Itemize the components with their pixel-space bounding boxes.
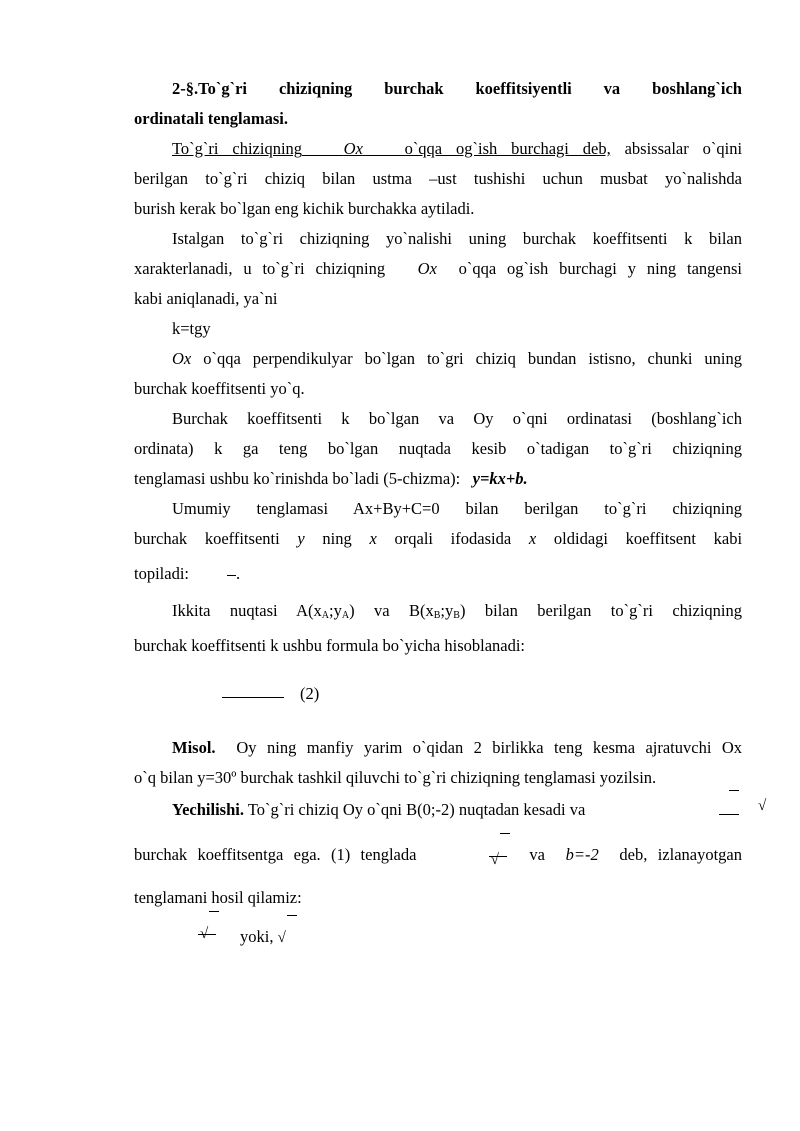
paragraph-two-points	[134, 596, 742, 661]
heading-line-1: 2-§.To`g`ri chiziqning burchak koeffitsiyentli va boshlang`ich	[172, 79, 742, 98]
yechilishi-label: Yechilishi.	[172, 800, 244, 819]
formula-2-label: (2)	[300, 684, 320, 703]
para5-line-3: topiladi: .	[134, 564, 241, 583]
para3-line-1: Ox o`qqa perpendikulyar bo`lgan to`gri chiziq bundan istisno, chunki uning	[172, 349, 743, 368]
sqrt-icon: √	[200, 910, 208, 958]
paragraph-slope-intercept	[134, 404, 742, 494]
sqrt-icon: √	[278, 914, 286, 962]
yechilishi-line-4: √ yoki, √	[134, 913, 742, 962]
para1-line-3: burish kerak bo`lgan eng kichik burchakka aytiladi.	[134, 199, 475, 218]
para2-line-1: Istalgan to`g`ri chiziqning yo`nalishi uning burchak koeffitsenti k bilan	[172, 229, 742, 248]
fraction-bar	[227, 575, 236, 576]
para3-line-2: burchak koeffitsenti yo`q.	[134, 379, 305, 398]
para6-line-2: burchak koeffitsenti k ushbu formula bo`yicha hisoblanadi:	[134, 636, 526, 655]
para2-line-2: xarakterlanadi, u to`g`ri chiziqning Ox o`qqa og`ish burchagi y ning tangensi	[134, 259, 743, 278]
paragraph-general-equation	[134, 494, 742, 594]
underlined-term-b: o`qqa og`ish burchagi deb,	[404, 139, 611, 158]
paragraph-exception	[134, 344, 742, 404]
paragraph-slope	[134, 224, 742, 314]
paragraph-solution	[134, 793, 767, 962]
para4-line-2: ordinata) k ga teng bo`lgan nuqtada kesib o`tadigan to`g`ri chiziqning	[134, 439, 742, 458]
para2-line-3: kabi aniqlanadi, ya`ni	[134, 289, 278, 308]
para4-line-3: tenglamasi ushbu ko`rinishda bo`ladi (5-chizma): y=kx+b.	[134, 469, 528, 488]
para5-line-2: burchak koeffitsenti y ning x orqali ifodasida x oldidagi koeffitsent kabi	[134, 529, 743, 548]
underlined-term-a: To`g`ri chiziqning	[172, 139, 303, 158]
section-heading	[134, 74, 742, 134]
para1-line-1-rest: absissalar o`qini	[624, 139, 743, 158]
formula-2	[134, 661, 742, 723]
misol-line-1: Misol. Oy ning manfiy yarim o`qidan 2 birlikka teng kesma ajratuvchi Ox	[172, 738, 742, 757]
formula-k: k=tgy	[172, 319, 211, 338]
yechilishi-line-1: Yechilishi. To`g`ri chiziq Oy o`qni B(0;-2) nuqtadan kesadi va √	[134, 793, 742, 827]
paragraph-example	[134, 733, 742, 793]
para1-line-2: berilgan to`g`ri chiziq bilan ustma –ust tushishi uchun musbat yo`nalishda	[134, 169, 742, 188]
document-page	[134, 74, 767, 962]
yechilishi-line-2: burchak koeffitsentga ega. (1) tenglada √ va b=-2 deb, izlanayotgan	[134, 827, 742, 883]
ox-axis-term: Ox	[343, 139, 363, 158]
heading-line-2: ordinatali tenglamasi.	[134, 109, 289, 128]
fraction-bar-2	[222, 697, 284, 698]
para4-line-1: Burchak koeffitsenti k bo`lgan va Oy o`qni ordinatasi (boshlang`ich	[172, 409, 742, 428]
misol-line-2: o`q bilan y=30º burchak tashkil qiluvchi to`g`ri chiziqning tenglamasi yozilsin.	[134, 768, 657, 787]
yechilishi-line-3: tenglamani hosil qilamiz:	[134, 888, 302, 907]
para1-line-1	[134, 134, 742, 164]
sqrt-icon: √	[491, 832, 499, 888]
slope-intercept-equation: y=kx+b.	[472, 469, 528, 488]
paragraph-definition	[134, 134, 742, 224]
para6-line-1: Ikkita nuqtasi $A(x_A;y_A)$ va $B(x_B;y_B)$ bilan berilgan to`g`ri chiziqning	[172, 601, 742, 621]
misol-label: Misol.	[172, 738, 216, 757]
para5-line-1: Umumiy tenglamasi Ax+By+C=0 bilan berilgan to`g`ri chiziqning	[172, 499, 742, 518]
sqrt-icon: √	[720, 789, 766, 823]
